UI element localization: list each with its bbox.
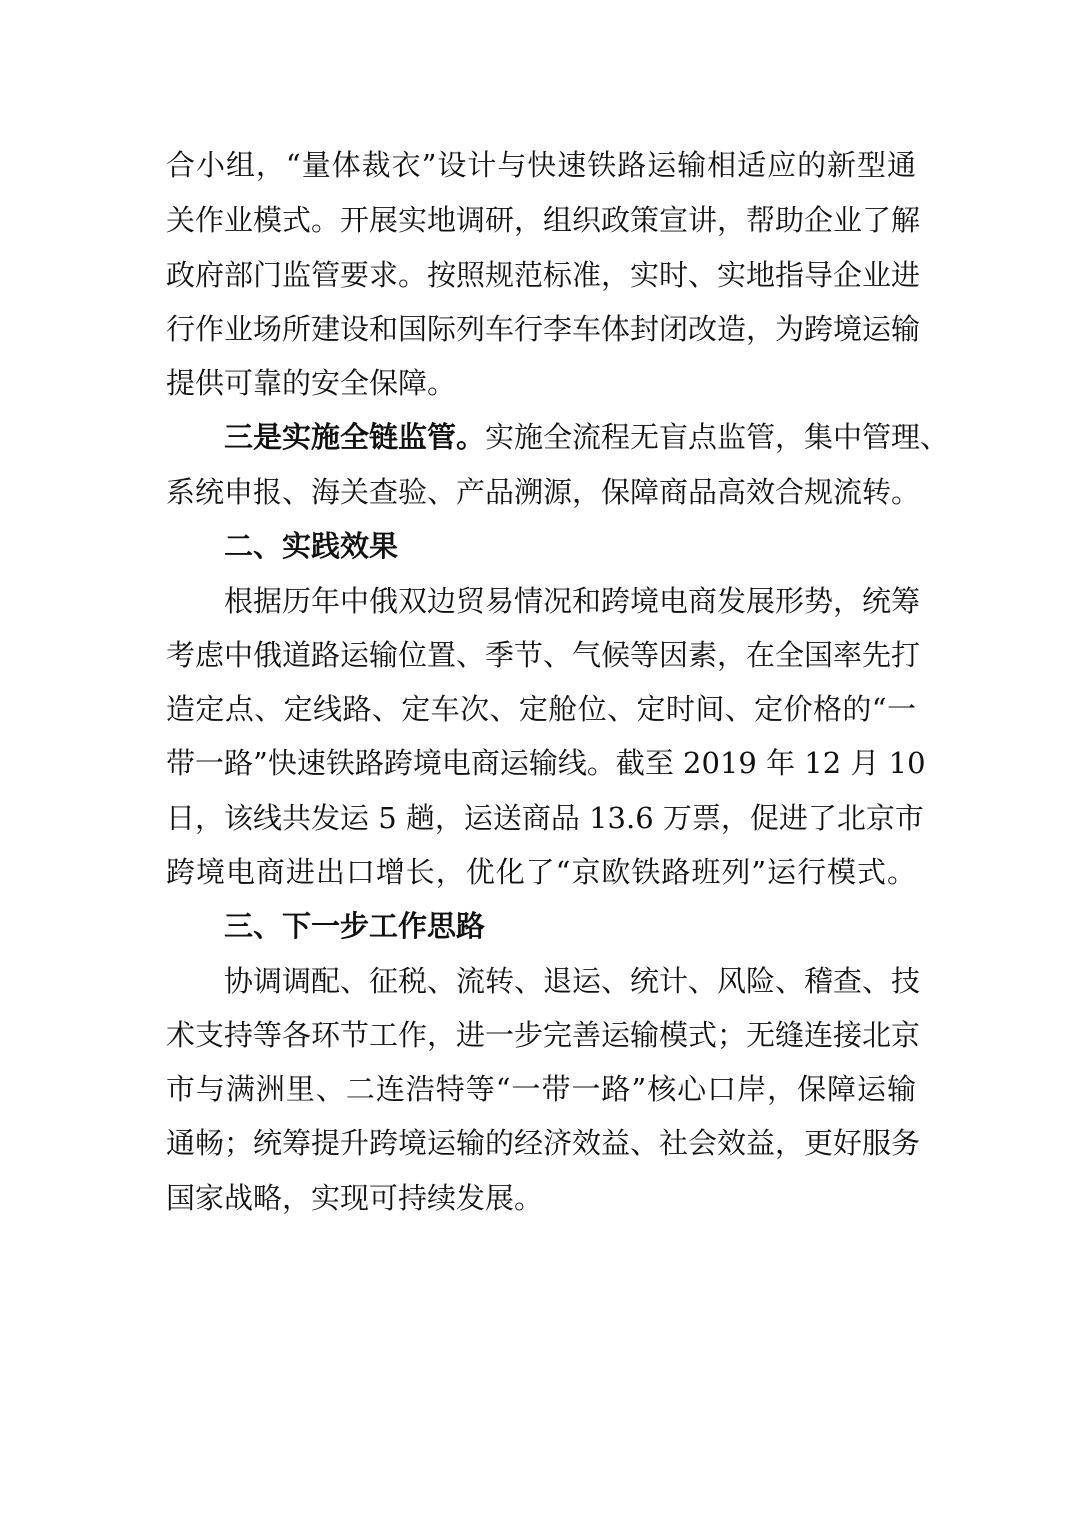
paragraph-line: 根据历年中俄双边贸易情况和跨境电商发展形势，统筹: [224, 584, 921, 618]
point-three-line: [224, 417, 950, 457]
point-three-text: 实施全流程无盲点监管，集中管理、: [485, 420, 950, 454]
paragraph-line: 市与满洲里、二连浩特等“一带一路”核心口岸，保障运输: [166, 1072, 916, 1106]
point-three-lead: 三是实施全链监管。: [224, 420, 486, 454]
paragraph-line: 术支持等各环节工作，进一步完善运输模式；无缝连接北京: [166, 1018, 921, 1052]
paragraph-line: 关作业模式。开展实地调研，组织政策宣讲，帮助企业了解: [166, 203, 921, 237]
section-heading-practice-effect: 二、实践效果: [224, 529, 399, 563]
paragraph-line: 政府部门监管要求。按照规范标准，实时、实地指导企业进: [166, 258, 921, 292]
paragraph-line: 协调调配、征税、流转、退运、统计、风险、稽查、技: [224, 964, 921, 998]
section-heading-next-steps: 三、下一步工作思路: [224, 909, 486, 943]
paragraph-line: 行作业场所建设和国际列车行李车体封闭改造，为跨境运输: [166, 312, 921, 346]
paragraph-line: 通畅；统筹提升跨境运输的经济效益、社会效益，更好服务: [166, 1126, 921, 1160]
paragraph-line: 带一路”快速铁路跨境电商运输线。截至 2019 年 12 月 10: [166, 746, 926, 780]
paragraph-line: 国家战略，实现可持续发展。: [166, 1181, 544, 1215]
paragraph-line: 合小组，“量体裁衣”设计与快速铁路运输相适应的新型通: [166, 148, 916, 182]
paragraph-line: 跨境电商进出口增长，优化了“京欧铁路班列”运行模式。: [166, 855, 916, 889]
paragraph-line: 考虑中俄道路运输位置、季节、气候等因素，在全国率先打: [166, 638, 921, 672]
point-three-line-2: 系统申报、海关查验、产品溯源，保障商品高效合规流转。: [166, 475, 921, 509]
paragraph-line: 日，该线共发运 5 趟，运送商品 13.6 万票，促进了北京市: [166, 801, 924, 835]
paragraph-line: 造定点、定线路、定车次、定舱位、定时间、定价格的“一: [166, 692, 916, 726]
paragraph-line: 提供可靠的安全保障。: [166, 366, 457, 400]
